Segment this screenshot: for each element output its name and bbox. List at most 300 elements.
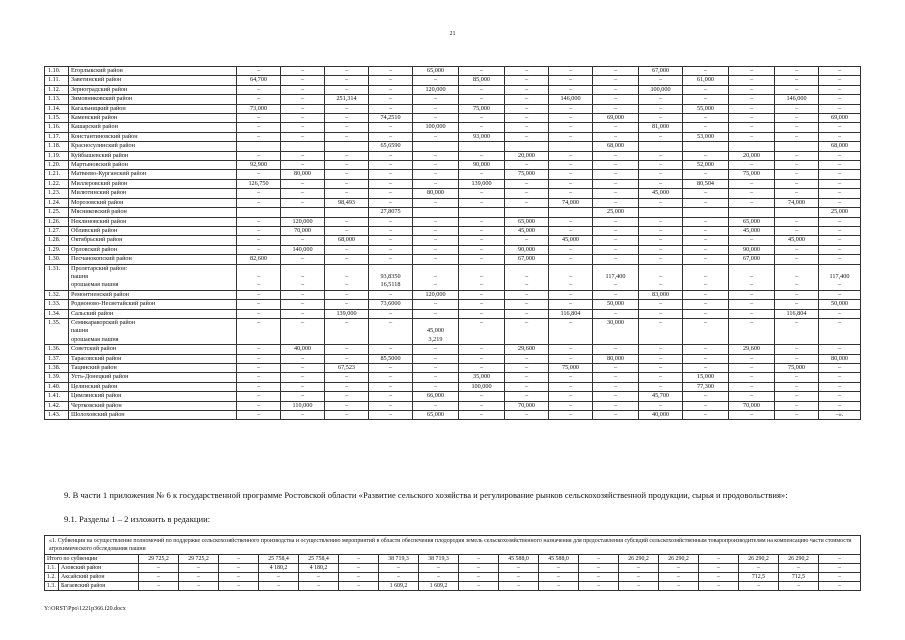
value-line: –: [344, 345, 349, 353]
value-cell: [683, 123, 729, 132]
value-cell: [639, 345, 683, 354]
value-line: –: [613, 382, 618, 390]
value-cell: [593, 354, 639, 363]
value-line: 73,000: [249, 104, 267, 112]
value-line: 75,000: [472, 104, 490, 112]
table-row: [45, 217, 861, 226]
row-number: 1.27.: [45, 226, 69, 235]
value-cell: [549, 76, 593, 85]
value-line: 45,000: [517, 226, 535, 234]
value-cell: [505, 318, 549, 344]
value-cell: [683, 208, 729, 217]
value-line: –: [703, 123, 708, 131]
table-row: [45, 309, 861, 318]
value-line: [595, 327, 636, 335]
value-cell: [819, 354, 861, 363]
value-cell: –: [819, 573, 861, 582]
value-cell: [505, 67, 549, 76]
value-line: 139,000: [471, 179, 492, 187]
value-line: –: [433, 114, 438, 122]
value-cell: [639, 309, 683, 318]
value-cell: [683, 198, 729, 207]
value-cell: [459, 170, 505, 179]
value-cell: [775, 208, 819, 217]
value-line: –: [613, 309, 618, 317]
value-line: –: [568, 281, 573, 289]
value-cell: [639, 401, 683, 410]
value-line: –: [837, 290, 842, 298]
total-value: 26 290,2: [619, 555, 659, 564]
value-line: –: [703, 401, 708, 409]
value-line: –: [256, 318, 261, 326]
value-cell: –: [579, 582, 619, 591]
value-line: –: [524, 95, 529, 103]
value-line: 74,2510: [380, 114, 401, 122]
value-cell: [369, 245, 413, 254]
value-line: –: [388, 67, 393, 74]
value-cell: [729, 226, 775, 235]
value-line: –: [388, 382, 393, 390]
value-line: [327, 327, 366, 335]
value-line: –: [524, 114, 529, 122]
value-line: –: [568, 151, 573, 159]
value-cell: –: [579, 564, 619, 573]
value-line: –: [388, 290, 393, 298]
value-cell: [237, 318, 281, 344]
value-line: –: [658, 401, 663, 409]
value-line: –: [524, 300, 529, 308]
value-line: –: [300, 392, 305, 400]
value-cell: [369, 198, 413, 207]
value-line: –: [344, 123, 349, 131]
value-line: –: [837, 364, 842, 371]
value-cell: [775, 198, 819, 207]
value-line: [461, 142, 502, 150]
value-line: –: [794, 255, 799, 263]
table-row: [45, 67, 861, 76]
value-cell: [325, 123, 369, 132]
value-cell: –: [539, 564, 579, 573]
value-line: [595, 265, 636, 273]
value-cell: –: [459, 573, 499, 582]
value-cell: [413, 76, 459, 85]
district-name: Багаевский район: [59, 582, 139, 591]
value-cell: [369, 170, 413, 179]
value-cell: –: [419, 564, 459, 573]
value-line: –: [388, 76, 393, 84]
value-line: 85,000: [472, 76, 490, 84]
table-row: [45, 85, 861, 94]
total-label: Итого по субвенции: [45, 555, 139, 564]
table-row: [45, 264, 861, 290]
value-cell: [369, 255, 413, 264]
value-line: –: [837, 318, 842, 326]
value-line: –: [433, 354, 438, 362]
value-cell: 712,5: [779, 573, 819, 582]
value-line: 16,5118: [380, 281, 401, 289]
value-line: [371, 265, 410, 273]
value-cell: –: [219, 582, 259, 591]
value-cell: –: [539, 573, 579, 582]
value-line: –: [658, 272, 663, 280]
value-line: –: [388, 364, 393, 371]
value-line: [551, 327, 590, 335]
value-cell: [281, 411, 325, 420]
value-cell: [729, 345, 775, 354]
value-cell: [549, 364, 593, 373]
value-line: –: [794, 189, 799, 197]
value-cell: [775, 189, 819, 198]
value-cell: [819, 245, 861, 254]
value-line: 100,000: [650, 85, 671, 93]
value-line: [641, 336, 680, 344]
value-cell: [639, 290, 683, 299]
value-cell: [281, 151, 325, 160]
value-line: –: [300, 309, 305, 317]
value-line: –: [300, 179, 305, 187]
value-cell: [639, 142, 683, 151]
value-cell: [237, 354, 281, 363]
value-cell: –: [819, 564, 861, 573]
value-line: 120,000: [292, 217, 313, 225]
value-cell: [775, 76, 819, 85]
district-name-line: Сальский район: [71, 309, 114, 317]
value-cell: [683, 345, 729, 354]
value-line: –: [433, 255, 438, 263]
value-cell: –: [579, 573, 619, 582]
value-cell: [505, 264, 549, 290]
value-cell: [459, 142, 505, 151]
value-line: –: [479, 272, 484, 280]
value-cell: [459, 345, 505, 354]
value-cell: [819, 198, 861, 207]
value-line: –: [703, 272, 708, 280]
value-line: –: [524, 354, 529, 362]
value-cell: [549, 95, 593, 104]
value-cell: [593, 226, 639, 235]
value-line: –: [479, 401, 484, 409]
value-cell: [775, 392, 819, 401]
value-line: –: [344, 189, 349, 197]
value-line: –: [613, 161, 618, 169]
value-cell: [819, 208, 861, 217]
value-line: –: [658, 198, 663, 206]
value-line: 68,000: [606, 142, 624, 150]
value-line: –: [837, 132, 842, 140]
value-line: –: [613, 198, 618, 206]
value-cell: [683, 226, 729, 235]
value-cell: –: [179, 564, 219, 573]
value-cell: [819, 123, 861, 132]
value-cell: [593, 151, 639, 160]
value-line: –: [658, 318, 663, 326]
value-cell: [549, 255, 593, 264]
value-line: –: [524, 411, 529, 419]
value-line: –: [524, 198, 529, 206]
value-line: –: [479, 170, 484, 178]
value-cell: [549, 392, 593, 401]
value-line: –: [837, 198, 842, 206]
value-line: –: [837, 309, 842, 317]
value-cell: [325, 392, 369, 401]
value-cell: [639, 114, 683, 123]
value-line: 55,000: [696, 104, 714, 112]
value-cell: [683, 217, 729, 226]
value-cell: [237, 179, 281, 188]
value-cell: [683, 104, 729, 113]
value-line: –: [613, 85, 618, 93]
value-cell: [639, 85, 683, 94]
value-line: –: [388, 132, 393, 140]
value-line: –: [300, 272, 305, 280]
value-cell: [459, 392, 505, 401]
value-line: –: [749, 76, 754, 84]
district-name: [69, 300, 237, 309]
value-line: –: [433, 272, 438, 280]
value-line: –: [658, 132, 663, 140]
value-cell: [729, 382, 775, 391]
value-cell: [775, 67, 819, 76]
paragraph-9: 9. В части 1 приложения № 6 к государственной программе Ростовской области «Развитие сельского хозяйства и регулирование рынков сельскохозяйственной продукции, сырья и продовольствия»:: [64, 490, 788, 500]
page-number: 21: [449, 31, 456, 37]
table-row: [45, 142, 861, 151]
value-line: 67,000: [742, 255, 760, 263]
district-name: [69, 226, 237, 235]
value-cell: [593, 236, 639, 245]
value-cell: [459, 85, 505, 94]
value-line: –: [837, 179, 842, 187]
value-cell: [593, 170, 639, 179]
value-cell: [819, 226, 861, 235]
value-cell: [369, 85, 413, 94]
value-cell: [819, 290, 861, 299]
value-line: –: [344, 170, 349, 178]
district-name: [69, 392, 237, 401]
value-cell: [549, 290, 593, 299]
value-line: 81,000: [651, 123, 669, 131]
value-line: [239, 336, 278, 344]
value-line: 25,000: [606, 208, 624, 216]
value-cell: [729, 309, 775, 318]
value-cell: [775, 161, 819, 170]
value-line: 3,219: [428, 335, 443, 343]
district-name: [69, 245, 237, 254]
value-line: –: [703, 198, 708, 206]
value-line: 120,000: [425, 85, 446, 93]
total-value: –: [579, 555, 619, 564]
value-cell: [459, 95, 505, 104]
value-line: –: [433, 401, 438, 409]
district-name: Аксайский район: [59, 573, 139, 582]
value-cell: [729, 198, 775, 207]
value-cell: [505, 290, 549, 299]
value-line: –: [524, 67, 529, 74]
value-line: 80,000: [293, 170, 311, 178]
value-line: –: [794, 132, 799, 140]
value-line: –: [568, 354, 573, 362]
district-name: [69, 401, 237, 410]
value-line: 83,000: [651, 290, 669, 298]
value-line: 29,600: [742, 345, 760, 353]
value-line: 80,000: [426, 189, 444, 197]
district-name-line: Целинский район: [71, 382, 118, 390]
row-number: 1.3.: [45, 582, 59, 591]
value-line: –: [479, 226, 484, 234]
value-line: –: [256, 95, 261, 103]
value-cell: [369, 236, 413, 245]
value-cell: [505, 189, 549, 198]
value-line: 100,000: [425, 123, 446, 131]
value-line: –: [479, 345, 484, 353]
district-name: [69, 142, 237, 151]
value-line: 52,000: [696, 161, 714, 169]
value-line: [507, 336, 546, 344]
district-name: [69, 255, 237, 264]
district-allocation-table: [44, 66, 861, 420]
value-line: 66,000: [426, 392, 444, 400]
value-line: –: [388, 123, 393, 131]
value-line: –: [703, 354, 708, 362]
value-cell: [775, 364, 819, 373]
value-cell: [413, 170, 459, 179]
value-cell: [775, 382, 819, 391]
value-line: –: [256, 411, 261, 419]
value-cell: [683, 236, 729, 245]
value-line: –: [703, 236, 708, 244]
value-line: –: [256, 67, 261, 74]
value-cell: [775, 114, 819, 123]
value-line: –: [388, 179, 393, 187]
value-line: –: [613, 255, 618, 263]
value-cell: [505, 114, 549, 123]
value-cell: –: [779, 582, 819, 591]
value-line: –: [837, 345, 842, 353]
total-value: 25 758,4: [259, 555, 299, 564]
value-line: –: [344, 392, 349, 400]
district-name: [69, 345, 237, 354]
value-cell: [369, 142, 413, 151]
row-number: 1.30.: [45, 255, 69, 264]
value-line: –: [524, 85, 529, 93]
value-cell: [325, 142, 369, 151]
value-cell: [683, 95, 729, 104]
value-line: –: [479, 95, 484, 103]
row-number: 1.43.: [45, 411, 69, 420]
total-value: –: [459, 555, 499, 564]
value-line: 73,6000: [380, 300, 401, 308]
value-line: –: [479, 114, 484, 122]
value-cell: –: [739, 564, 779, 573]
value-line: –: [433, 236, 438, 244]
value-line: –: [703, 345, 708, 353]
value-line: –: [344, 85, 349, 93]
value-cell: [819, 345, 861, 354]
value-line: –: [794, 411, 799, 419]
value-line: –: [837, 67, 842, 74]
district-name-line: Морозовский район: [71, 198, 124, 206]
value-line: –: [794, 217, 799, 225]
value-line: –: [703, 364, 708, 371]
value-cell: [281, 345, 325, 354]
value-cell: [639, 318, 683, 344]
value-cell: [549, 85, 593, 94]
value-cell: [775, 132, 819, 141]
value-cell: [819, 300, 861, 309]
value-cell: [683, 364, 729, 373]
value-cell: [549, 226, 593, 235]
value-cell: [729, 161, 775, 170]
district-name: [69, 290, 237, 299]
value-line: –: [433, 161, 438, 169]
value-cell: –: [379, 573, 419, 582]
value-line: –: [388, 85, 393, 93]
value-cell: [413, 290, 459, 299]
value-line: –: [388, 151, 393, 159]
value-line: –: [524, 272, 529, 280]
value-line: –: [749, 189, 754, 197]
value-cell: [369, 189, 413, 198]
value-line: –: [300, 364, 305, 371]
value-cell: [639, 95, 683, 104]
value-cell: –: [339, 573, 379, 582]
value-cell: [549, 245, 593, 254]
value-cell: [237, 161, 281, 170]
value-line: –: [794, 392, 799, 400]
value-line: –: [479, 354, 484, 362]
value-line: –: [837, 76, 842, 84]
value-line: –: [568, 318, 573, 326]
value-line: –: [433, 217, 438, 225]
value-line: –: [300, 132, 305, 140]
value-cell: [237, 123, 281, 132]
value-cell: [369, 264, 413, 290]
total-value: 26 290,2: [739, 555, 779, 564]
value-cell: [819, 104, 861, 113]
value-line: –: [703, 67, 708, 74]
value-cell: [281, 170, 325, 179]
value-cell: [459, 161, 505, 170]
district-name: [69, 198, 237, 207]
value-cell: [237, 236, 281, 245]
value-cell: [729, 95, 775, 104]
value-cell: [413, 208, 459, 217]
value-line: –: [524, 290, 529, 298]
value-cell: [369, 364, 413, 373]
value-cell: [729, 67, 775, 76]
value-line: –: [300, 67, 305, 74]
value-line: –: [613, 95, 618, 103]
value-line: 80,504: [696, 179, 714, 187]
value-line: –: [703, 245, 708, 253]
value-cell: [819, 309, 861, 318]
value-cell: [639, 67, 683, 76]
value-cell: [369, 161, 413, 170]
value-line: –: [300, 373, 305, 381]
value-line: –: [658, 114, 663, 122]
value-line: –: [344, 272, 349, 280]
value-cell: [549, 123, 593, 132]
table-row: [45, 401, 861, 410]
value-line: –: [256, 198, 261, 206]
value-line: –: [344, 161, 349, 169]
row-number: 1.13.: [45, 95, 69, 104]
value-cell: [237, 104, 281, 113]
value-line: 45,000: [651, 189, 669, 197]
value-line: –: [568, 392, 573, 400]
value-line: 74,000: [787, 198, 805, 206]
value-cell: [683, 161, 729, 170]
district-name-line: Усть-Донецкий район: [71, 373, 129, 381]
